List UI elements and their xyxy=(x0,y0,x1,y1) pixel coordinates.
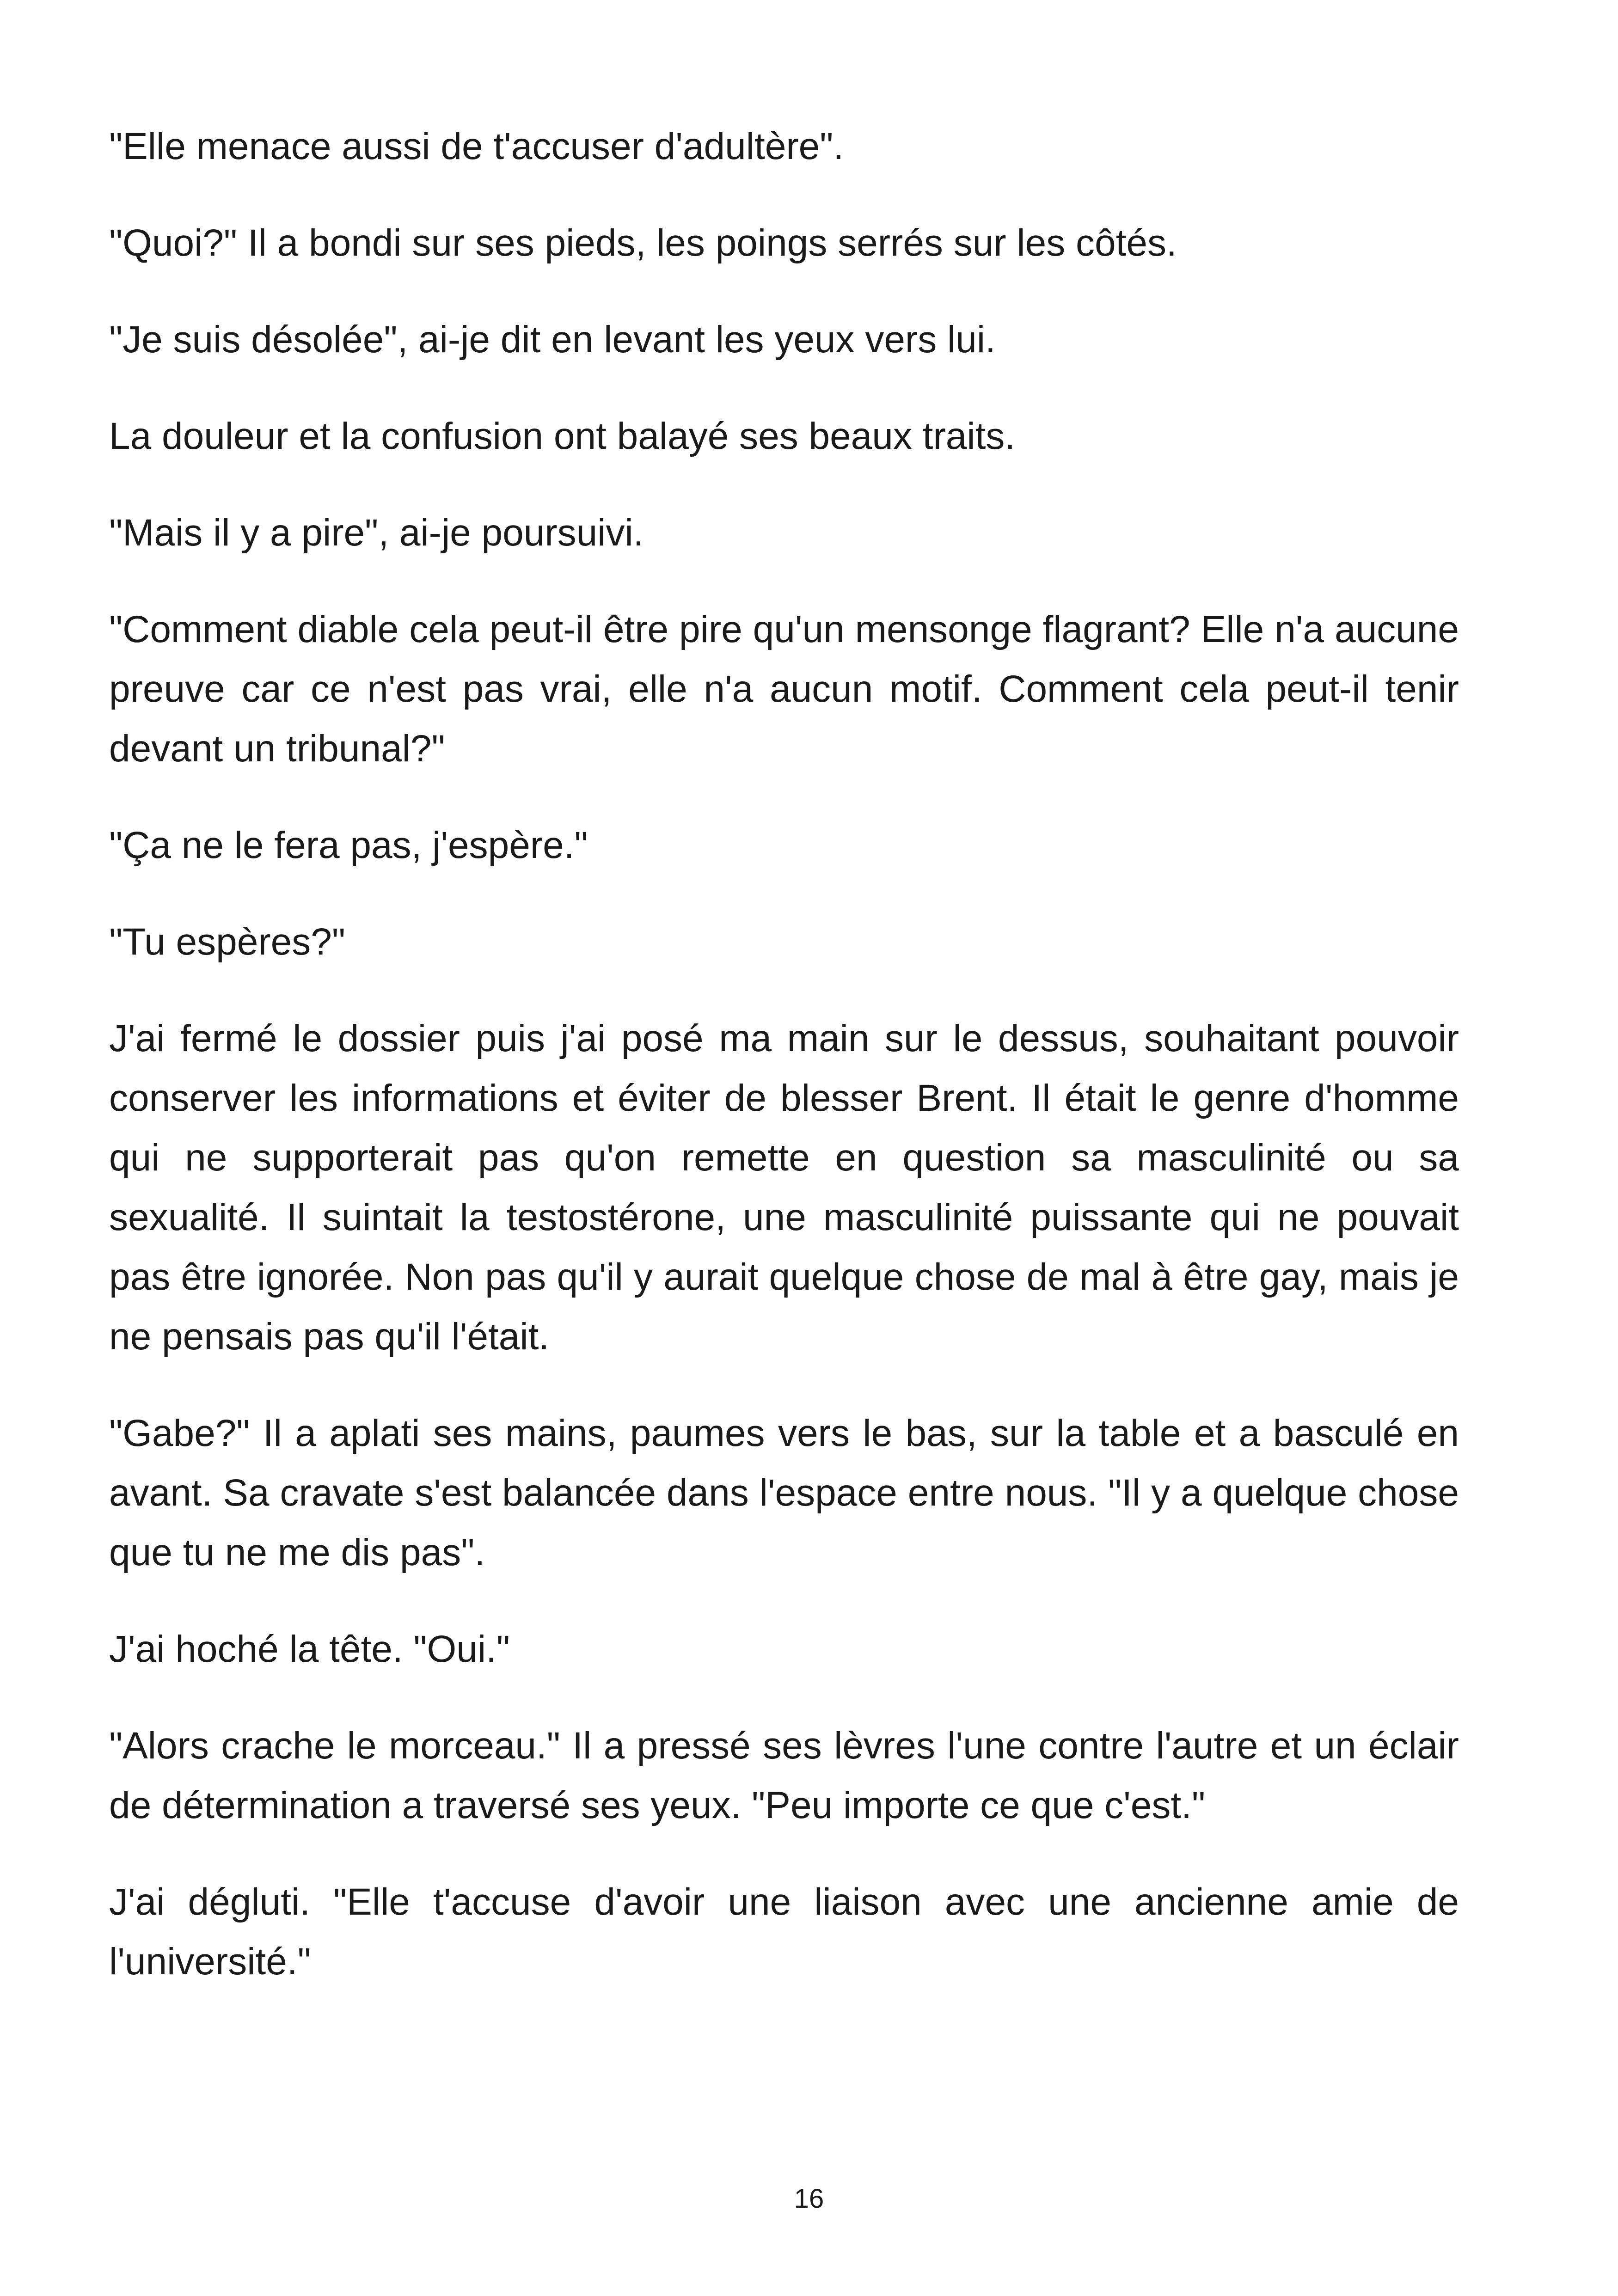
paragraph-1: "Elle menace aussi de t'accuser d'adultère". xyxy=(109,125,844,167)
paragraph-7: "Ça ne le fera pas, j'espère." xyxy=(109,824,588,866)
paragraph-9: J'ai fermé le dossier puis j'ai posé ma main sur le dessus, souhaitant pouvoir conserver les informations et éviter de blesser Brent. Il était le genre d'homme qui ne supporterait pas qu'on remette en question sa masculinité ou sa sexualité. Il suintait la testostérone, une masculinité puissante qui ne pouvait pas être ignorée. Non pas qu'il y aurait quelque chose de mal à être gay, mais je ne pensais pas qu'il l'était. xyxy=(109,1017,1459,1358)
paragraph-12: "Alors crache le morceau." Il a pressé ses lèvres l'une contre l'autre et un éclair de détermination a traversé ses yeux. "Peu importe ce que c'est." xyxy=(109,1725,1459,1826)
paragraph-8: "Tu espères?" xyxy=(109,921,345,963)
paragraph-13: J'ai dégluti. "Elle t'accuse d'avoir une liaison avec une ancienne amie de l'université." xyxy=(109,1881,1459,1983)
paragraph-5: "Mais il y a pire", ai-je poursuivi. xyxy=(109,512,644,554)
page-text xyxy=(109,116,1459,2028)
paragraph-4: La douleur et la confusion ont balayé ses beaux traits. xyxy=(109,415,1016,457)
paragraph-2: "Quoi?" Il a bondi sur ses pieds, les poings serrés sur les côtés. xyxy=(109,222,1177,264)
page-number: 16 xyxy=(794,2184,824,2214)
paragraph-6: "Comment diable cela peut-il être pire qu'un mensonge flagrant? Elle n'a aucune preuve car ce n'est pas vrai, elle n'a aucun motif. Comment cela peut-il tenir devant un tribunal?" xyxy=(109,608,1459,770)
paragraph-11: J'ai hoché la tête. "Oui." xyxy=(109,1628,510,1670)
paragraph-10: "Gabe?" Il a aplati ses mains, paumes vers le bas, sur la table et a basculé en avant. Sa cravate s'est balancée dans l'espace entre nous. "Il y a quelque chose que tu ne me dis pas". xyxy=(109,1412,1459,1574)
paragraph-3: "Je suis désolée", ai-je dit en levant les yeux vers lui. xyxy=(109,318,996,361)
